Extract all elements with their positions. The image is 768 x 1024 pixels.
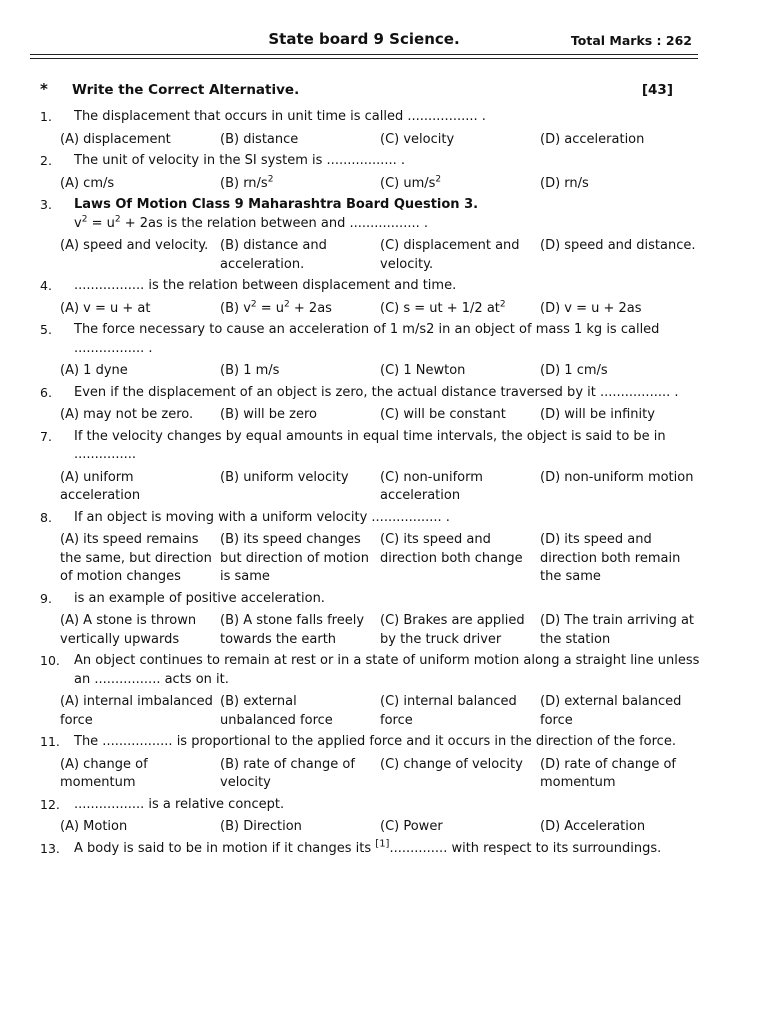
equation-u: = u [87,215,115,231]
section-title: Write the Correct Alternative. [72,82,300,98]
option-a: (A) uniform acceleration [60,469,141,503]
superscript: 2 [114,214,121,225]
question-text-end: .............. with respect to its surroundings. [389,840,662,856]
option-d: (D) will be infinity [540,407,655,422]
option-c: (C) will be constant [380,407,506,422]
question-4 [30,277,710,318]
option-c: (C) Power [380,819,443,834]
question-number: 5. [40,322,52,337]
page-title: State board 9 Science. [268,30,460,48]
option-d: (D) v = u + 2as [540,300,642,316]
question-number: 11. [40,734,60,749]
options [60,406,710,425]
option-a: (A) displacement [60,131,171,147]
question-number: 8. [40,509,52,525]
question-number: 10. [40,653,60,668]
option-d: (D) rate of change of momentum [540,756,676,790]
question-text: is an example of positive acceleration. [74,590,325,606]
option-d: (D) Acceleration [540,819,646,834]
option-d: (D) speed and distance. [540,238,696,253]
option-b [220,175,380,194]
question-1 [30,108,710,149]
question-text: The force necessary to cause an acceleration of 1 m/s2 in an object of mass 1 kg is called ................. . [74,322,660,356]
option-b-u: = u [256,300,285,316]
question-text: Even if the displacement of an object is zero, the actual distance traversed by it ................. . [74,384,679,400]
option-c: (C) change of velocity [380,756,523,772]
question-text: ................. is the relation between displacement and time. [74,278,457,293]
question-text: If an object is moving with a uniform velocity ................. . [74,509,450,525]
option-c: (C) 1 Newton [380,363,466,378]
option-b-text: (B) rn/s [220,175,268,191]
option-d: (D) rn/s [540,175,589,191]
option-c: (C) displacement and velocity. [380,238,520,272]
question-number: 7. [40,428,52,444]
option-c [380,175,540,194]
option-d: (D) The train arriving at the station [540,613,695,647]
option-d: (D) external balanced force [540,694,682,728]
option-a: (A) v = u + at [60,300,151,316]
option-a: (A) its speed remains the same, but direction of motion changes [60,532,212,584]
option-b: (B) will be zero [220,407,318,422]
option-a: (A) Motion [60,819,128,834]
question-number: 13. [40,840,60,856]
page-header [30,30,698,56]
option-c: (C) non-uniform acceleration [380,469,483,503]
option-a: (A) internal imbalanced force [60,694,213,728]
question-text [74,840,710,859]
option-b: (B) 1 m/s [220,363,280,378]
section-bullet: * [40,80,48,98]
options [60,693,710,730]
options [60,300,710,319]
question-text: The unit of velocity in the SI system is ................. . [74,153,406,168]
options [60,756,710,793]
option-a: (A) may not be zero. [60,407,194,422]
question-2 [30,152,710,193]
superscript: 2 [250,299,257,310]
option-b: (B) Direction [220,819,302,834]
options [60,612,710,649]
footnote-marker[interactable]: [1] [375,838,390,850]
option-a: (A) speed and velocity. [60,238,209,253]
options [60,469,710,506]
option-a: (A) A stone is thrown vertically upwards [60,613,197,647]
options [60,362,710,381]
option-b [220,300,380,319]
option-b: (B) its speed changes but direction of motion is same [220,532,370,584]
superscript: 2 [81,214,88,225]
superscript: 2 [284,299,290,310]
question-list [30,108,710,861]
question-7 [30,428,710,506]
option-a: (A) change of momentum [60,756,148,790]
question-6 [30,384,710,425]
option-d: (D) 1 cm/s [540,363,608,378]
question-text: An object continues to remain at rest or in a state of uniform motion along a straight line unless an ................ acts on it. [74,653,700,687]
question-number: 9. [40,590,52,606]
header-divider-bottom [30,58,698,59]
superscript: 2 [435,174,442,185]
option-c: (C) velocity [380,131,455,147]
question-text: If the velocity changes by equal amounts in equal time intervals, the object is said to be in ............... [74,428,666,462]
question-9 [30,590,710,650]
question-text: ................. is a relative concept. [74,796,285,812]
option-c-text: (C) s = ut + 1/2 at [380,300,500,316]
question-text [74,215,710,234]
header-divider-top [30,54,698,55]
question-text: The ................. is proportional to the applied force and it occurs in the direction of the force. [74,734,676,749]
option-b: (B) rate of change of velocity [220,756,355,790]
superscript: 2 [499,299,506,310]
question-5 [30,321,710,381]
option-b-v: (B) v [220,300,251,316]
option-d: (D) its speed and direction both remain the same [540,532,681,584]
question-3 [30,196,710,274]
section-marks: [43] [641,82,673,98]
option-d: (D) non-uniform motion [540,469,694,485]
options [60,818,710,837]
options [60,131,710,150]
equation-rest: + 2as is the relation between and ................. . [120,215,428,231]
question-10 [30,652,710,730]
option-b: (B) distance [220,131,299,147]
option-c: (C) its speed and direction both change [380,532,523,566]
option-a: (A) 1 dyne [60,363,128,378]
question-number: 2. [40,153,52,168]
option-b: (B) distance and acceleration. [220,238,327,272]
option-c-text: (C) um/s [380,175,436,191]
question-number: 3. [40,197,52,212]
option-c [380,300,540,319]
question-12 [30,796,710,837]
question-text: The displacement that occurs in unit time is called ................. . [74,109,486,124]
option-b: (B) A stone falls freely towards the earth [220,613,365,647]
options [60,175,710,194]
total-marks: Total Marks : 262 [570,33,692,48]
option-b: (B) external unbalanced force [220,694,333,728]
question-number: 4. [40,278,52,293]
option-b: (B) uniform velocity [220,469,349,485]
option-b-rest: + 2as [289,300,332,316]
question-11 [30,733,710,793]
question-text-start: A body is said to be in motion if it changes its [74,840,376,856]
question-8 [30,509,710,587]
question-number: 1. [40,109,52,124]
equation-v: v [74,215,82,231]
question-number: 12. [40,796,60,812]
question-heading: Laws Of Motion Class 9 Maharashtra Board Question 3. [74,197,479,212]
options [60,531,710,587]
options [60,237,710,274]
question-number: 6. [40,384,52,400]
superscript: 2 [267,174,274,185]
option-c: (C) internal balanced force [380,694,517,728]
question-13 [30,840,710,859]
option-d: (D) acceleration [540,131,645,147]
option-a: (A) cm/s [60,175,115,191]
option-c: (C) Brakes are applied by the truck driver [380,613,525,647]
